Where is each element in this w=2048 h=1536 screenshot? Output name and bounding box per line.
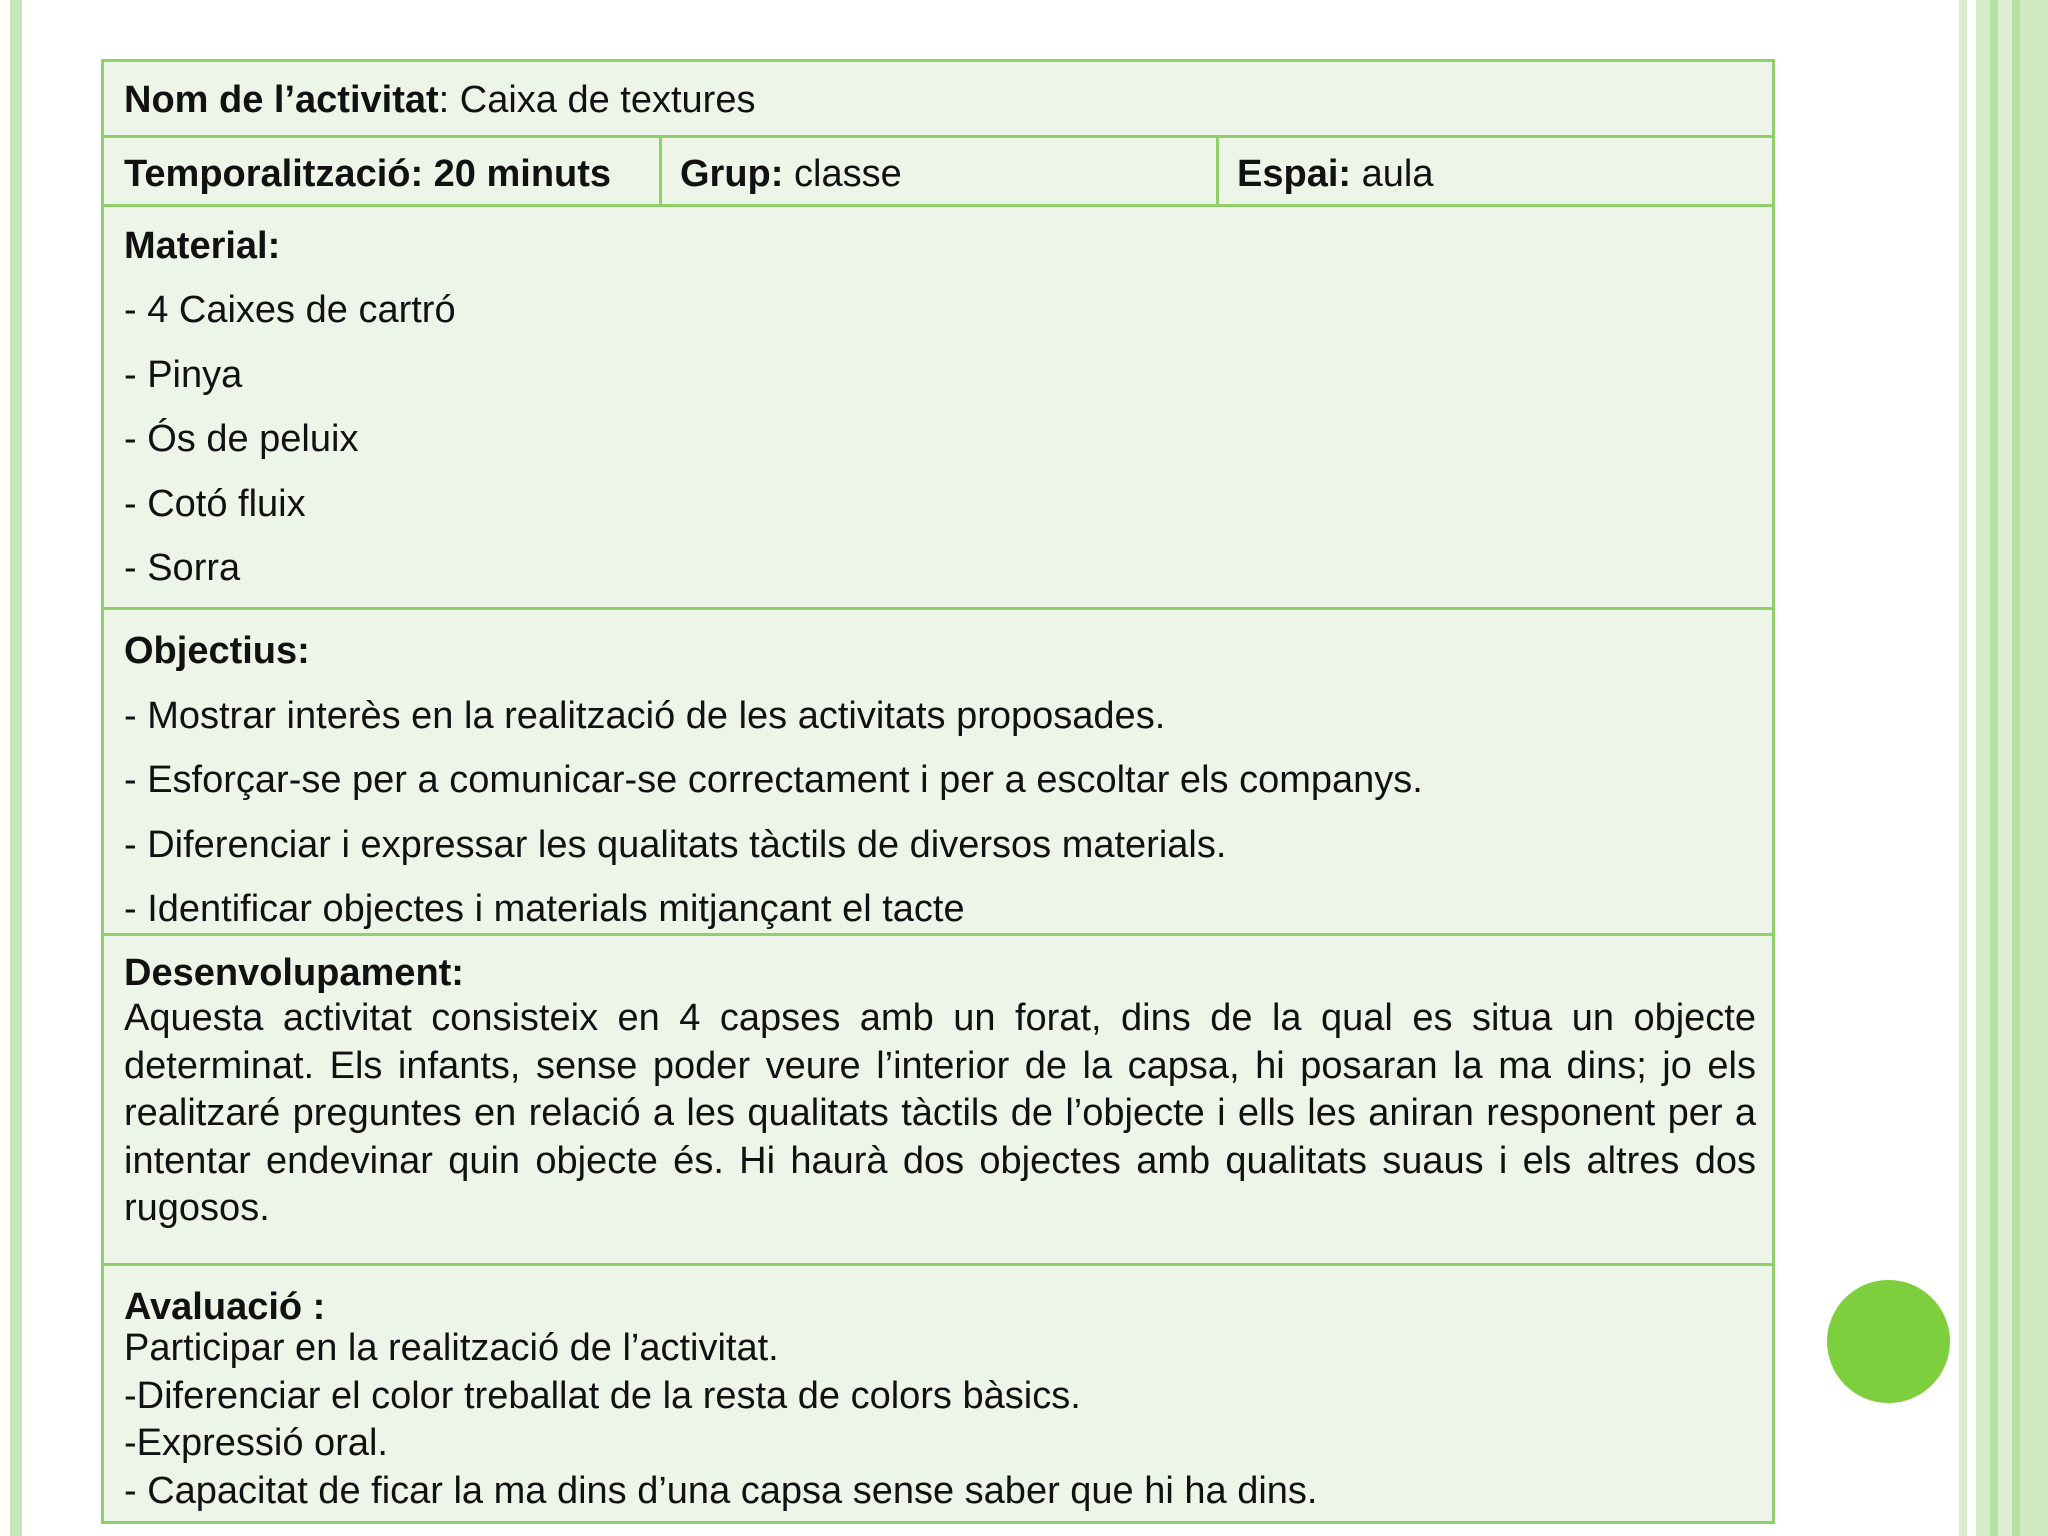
evaluation-item: -Diferenciar el color treballat de la resta de colors bàsics. xyxy=(124,1375,1081,1417)
right-decorative-stripe xyxy=(2020,0,2048,1536)
group-cell xyxy=(680,155,902,193)
material-item: - 4 Caixes de cartró xyxy=(124,289,456,331)
right-decorative-stripe xyxy=(1990,0,1998,1536)
evaluation-heading: Avaluació : xyxy=(124,1286,326,1328)
right-decorative-stripe xyxy=(1998,0,2012,1536)
development-heading: Desenvolupament: xyxy=(124,952,464,994)
left-decorative-bar xyxy=(10,0,22,1536)
evaluation-section xyxy=(104,1266,1772,1521)
evaluation-item: -Expressió oral. xyxy=(124,1422,388,1464)
activity-name-separator: : xyxy=(438,79,460,121)
objective-item: - Esforçar-se per a comunicar-se correctament i per a escoltar els companys. xyxy=(124,759,1423,801)
evaluation-item: Participar en la realització de l’activitat. xyxy=(124,1327,779,1369)
objective-item: - Mostrar interès en la realització de les activitats proposades. xyxy=(124,695,1166,737)
objectives-heading: Objectius: xyxy=(124,630,310,672)
material-heading: Material: xyxy=(124,225,281,267)
evaluation-item: - Capacitat de ficar la ma dins d’una capsa sense saber que hi ha dins. xyxy=(124,1470,1318,1512)
space-label: Espai: xyxy=(1237,153,1352,195)
decorative-green-circle xyxy=(1827,1280,1950,1403)
right-decorative-stripe xyxy=(2012,0,2020,1536)
group-label: Grup: xyxy=(680,153,784,195)
material-item: - Pinya xyxy=(124,354,243,396)
duration-cell: Temporalització: 20 minuts xyxy=(124,153,612,195)
right-decorative-stripe xyxy=(1959,0,1967,1536)
material-item: - Sorra xyxy=(124,547,241,589)
activity-table xyxy=(101,59,1775,1524)
objectives-section xyxy=(104,610,1772,935)
right-decorative-stripe xyxy=(1976,0,1990,1536)
material-section xyxy=(104,207,1772,607)
activity-name-value: Caixa de textures xyxy=(459,79,756,121)
activity-name xyxy=(124,81,755,119)
logistics-row xyxy=(104,138,1772,206)
column-divider xyxy=(1216,137,1219,206)
space-cell xyxy=(1237,155,1433,193)
activity-name-label: Nom de l’activitat xyxy=(124,79,439,121)
space-value: aula xyxy=(1351,153,1434,195)
objective-item: - Diferenciar i expressar les qualitats tàctils de diversos materials. xyxy=(124,824,1227,866)
objective-item: - Identificar objectes i materials mitjançant el tacte xyxy=(124,888,965,930)
right-decorative-stripe xyxy=(1967,0,1976,1536)
material-item: - Cotó fluix xyxy=(124,483,306,525)
material-item: - Ós de peluix xyxy=(124,418,359,460)
group-value: classe xyxy=(783,153,902,195)
column-divider xyxy=(659,137,662,206)
development-paragraph: Aquesta activitat consisteix en 4 capses amb un forat, dins de la qual es situa un objecte determinat. Els infants, sense poder veure l’interior de la capsa, hi posaran la ma dins; jo els realitzaré preguntes en relació a les qualitats tàctils de l’objecte i ells les aniran responent per a intentar endevinar quin objecte és. Hi haurà dos objectes amb qualitats suaus i els altres dos rugosos. xyxy=(124,997,1756,1229)
activity-name-row xyxy=(104,62,1772,137)
